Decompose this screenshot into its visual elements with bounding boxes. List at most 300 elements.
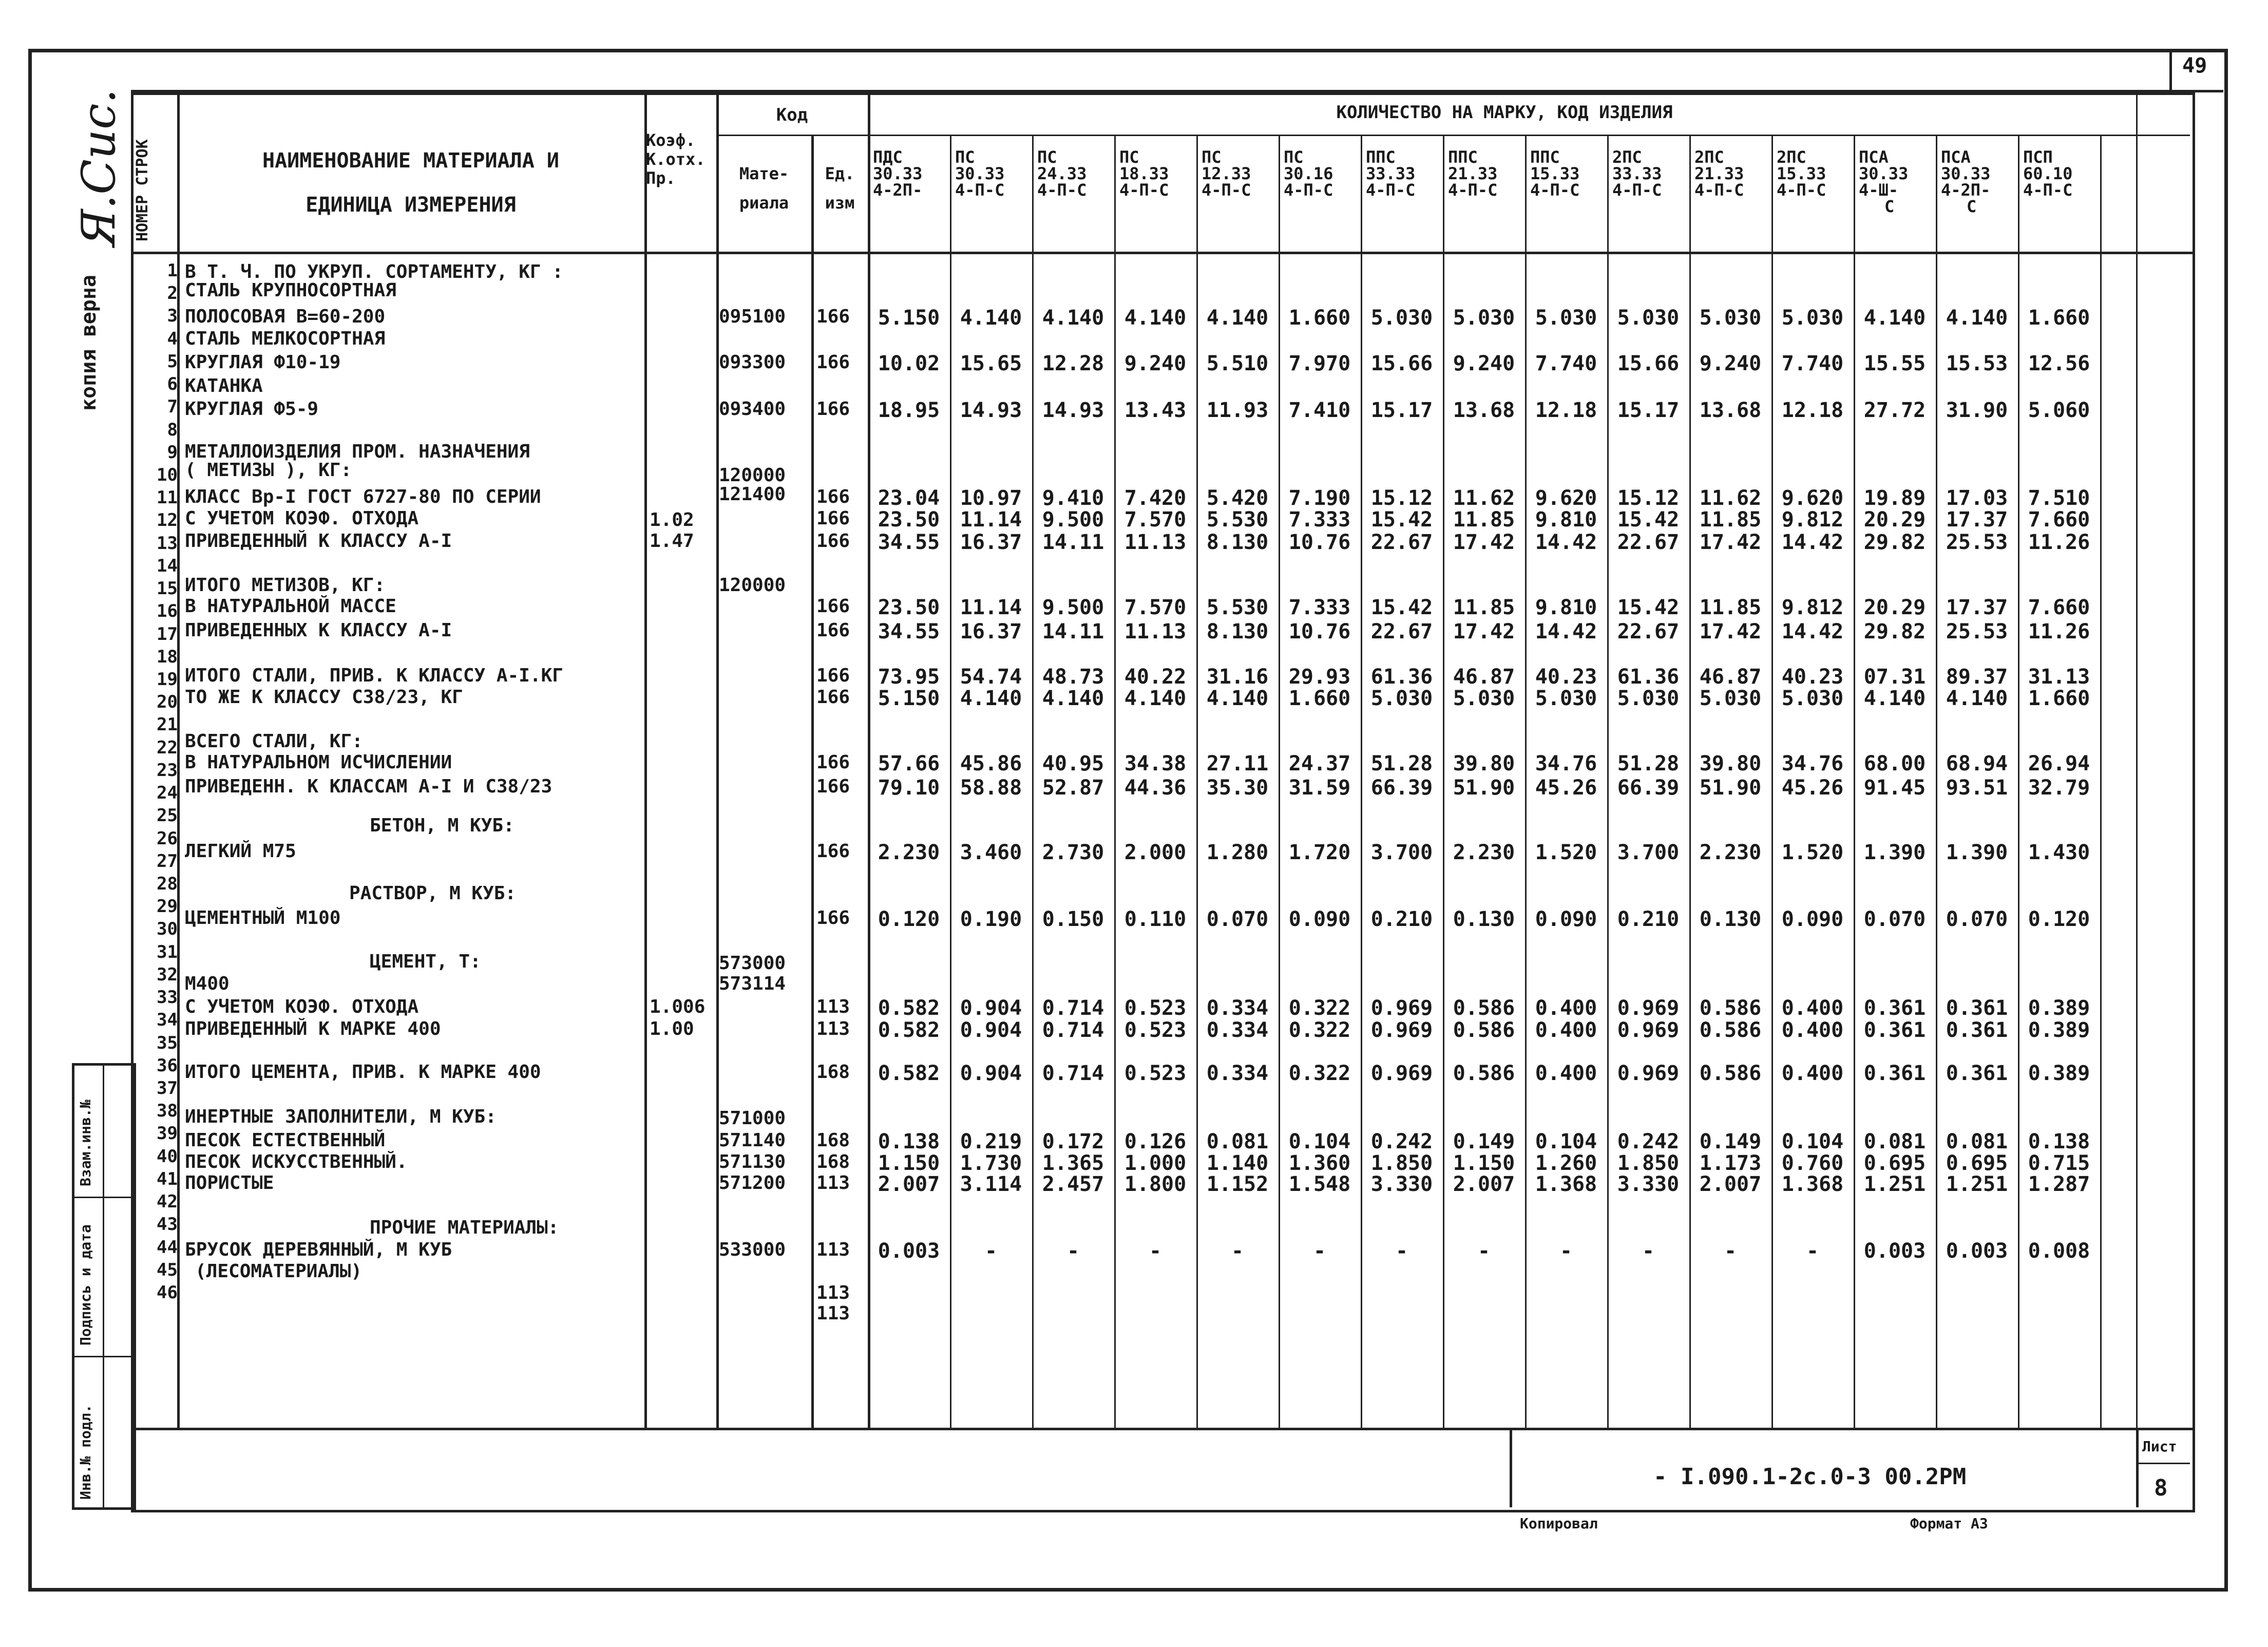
quantity-cell: 0.969 (1617, 996, 1680, 1020)
product-column-header-line: ПС (1284, 147, 1304, 167)
row-number: 39 (157, 1123, 178, 1144)
desc-row-5: КРУГЛАЯ Ф10-19 (185, 352, 341, 373)
unit-header-line2: изм (825, 193, 855, 213)
row-number: 26 (157, 828, 178, 849)
desc-row-26: БЕТОН, М КУБ: (370, 815, 514, 836)
quantity-cell: 0.003 (1946, 1239, 2008, 1263)
quantity-cell: 14.11 (1042, 531, 1104, 554)
quantity-cell: 1.800 (1124, 1172, 1187, 1196)
product-column-header-line: 4-Ш- (1859, 180, 1899, 200)
quantity-cell: 5.510 (1206, 352, 1269, 375)
quantity-cell: 10.76 (1288, 531, 1351, 554)
quantity-cell: 0.322 (1288, 1018, 1351, 1042)
quantity-cell: 14.93 (1042, 399, 1104, 422)
quantity-cell: 3.700 (1370, 841, 1433, 864)
unit-header (813, 164, 867, 213)
row-number: 11 (157, 487, 178, 508)
quantity-cell: 0.361 (1863, 1062, 1926, 1085)
quantity-cell: 26.94 (2028, 752, 2090, 775)
quantity-cell: 14.42 (1535, 531, 1597, 554)
quantity-cell: - (1066, 1239, 1080, 1263)
quantity-cell: 52.87 (1042, 776, 1104, 800)
quantity-cell: 9.812 (1781, 596, 1844, 619)
quantity-cell: - (1559, 1239, 1573, 1263)
quantity-cell: 0.582 (878, 1062, 940, 1085)
unit-code: 113 (816, 1018, 850, 1039)
quantity-cell: 45.86 (960, 752, 1022, 775)
quantity-cell: 0.190 (960, 907, 1022, 931)
material-code: 120000 (719, 465, 786, 486)
quantity-cell: 0.969 (1370, 1018, 1433, 1042)
unit-code: 168 (816, 1151, 850, 1172)
quantity-cell: 0.400 (1535, 1062, 1597, 1085)
quantity-cell: 3.330 (1617, 1172, 1680, 1196)
footer-divider (1510, 1428, 1512, 1507)
row-number: 28 (157, 874, 178, 894)
product-column-header-line: ППС (1366, 147, 1396, 167)
row-number: 16 (157, 601, 178, 621)
quantity-cell: 73.95 (878, 665, 940, 689)
material-code-header-line2: риала (739, 193, 789, 213)
quantity-cell: 0.126 (1124, 1130, 1187, 1153)
quantity-cell: 9.810 (1535, 508, 1597, 532)
product-column-header-line: 15.33 (1530, 164, 1580, 183)
quantity-cell: 0.361 (1863, 1018, 1926, 1042)
quantity-cell: 35.30 (1206, 776, 1269, 800)
quantity-cell: 14.93 (960, 399, 1022, 422)
quantity-cell: - (1806, 1239, 1819, 1263)
quantity-cell: 5.030 (1453, 306, 1515, 330)
quantity-cell: 15.12 (1370, 486, 1433, 510)
quantity-cell: 0.695 (1946, 1151, 2008, 1175)
quantity-cell: 61.36 (1370, 665, 1433, 689)
quantity-cell: 7.570 (1124, 596, 1187, 619)
stamp-label: Подпись и дата (77, 1224, 94, 1346)
quantity-cell: - (1477, 1239, 1491, 1263)
quantity-cell: 1.260 (1535, 1151, 1597, 1175)
quantity-cell: 0.714 (1042, 1018, 1104, 1042)
quantity-cell: 1.287 (2028, 1172, 2090, 1196)
quantity-cell: 0.110 (1124, 907, 1187, 931)
quantity-cell: 11.85 (1453, 596, 1515, 619)
desc-row-6: КАТАНКА (185, 375, 263, 396)
desc-row-22: ВСЕГО СТАЛИ, КГ: (185, 731, 363, 752)
quantity-cell: 0.969 (1617, 1062, 1680, 1085)
desc-row-46: (ЛЕСОМАТЕРИАЛЫ) (195, 1261, 363, 1282)
quantity-cell: 0.904 (960, 1062, 1022, 1085)
quantity-cell: 40.95 (1042, 752, 1104, 775)
side-signature: Я.Сис. (72, 88, 126, 247)
quantity-cell: 3.700 (1617, 841, 1680, 864)
quantity-cell: 0.389 (2028, 1062, 2090, 1085)
quantity-cell: 11.13 (1124, 531, 1187, 554)
quantity-cell: 12.18 (1535, 399, 1597, 422)
quantity-cell: - (1149, 1239, 1162, 1263)
row-number: 38 (157, 1101, 178, 1121)
quantity-cell: 29.93 (1288, 665, 1351, 689)
quantity-cell: 0.695 (1863, 1151, 1926, 1175)
material-name-header (185, 149, 637, 217)
material-code: 571000 (719, 1108, 786, 1129)
quantity-cell: 46.87 (1699, 665, 1762, 689)
row-number: 25 (157, 805, 178, 826)
quantity-cell: 1.850 (1617, 1151, 1680, 1175)
header-top-rule (134, 92, 2193, 95)
material-code: 120000 (719, 575, 786, 596)
quantity-cell: 4.140 (1206, 687, 1269, 710)
unit-code: 166 (816, 752, 850, 773)
quantity-cell: 31.13 (2028, 665, 2090, 689)
quantity-cell: 5.030 (1535, 306, 1597, 330)
quantity-cell: 15.65 (960, 352, 1022, 375)
quantity-cell: 0.361 (1946, 1018, 2008, 1042)
quantity-cell: 9.240 (1124, 352, 1187, 375)
unit-code: 166 (816, 687, 850, 708)
quantity-cell: 27.11 (1206, 752, 1269, 775)
coef-value: 1.006 (650, 996, 706, 1017)
quantity-cell: 0.090 (1288, 907, 1351, 931)
code-header-rule (716, 135, 2190, 136)
unit-code: 168 (816, 1130, 850, 1151)
quantity-cell: 51.28 (1370, 752, 1433, 775)
corner-page-number: 49 (2182, 54, 2207, 78)
quantity-cell: 7.660 (2028, 596, 2090, 619)
quantity-cell: 0.081 (1946, 1130, 2008, 1153)
quantity-cell: 14.42 (1535, 620, 1597, 643)
material-code: 121400 (719, 484, 786, 505)
quantity-cell: 9.620 (1535, 486, 1597, 510)
quantity-cell: 2.230 (1699, 841, 1762, 864)
row-number: 15 (157, 578, 178, 599)
quantity-cell: 1.140 (1206, 1151, 1269, 1175)
quantity-cell: 0.081 (1206, 1130, 1269, 1153)
quantity-cell: 0.210 (1617, 907, 1680, 931)
row-number: 10 (157, 465, 178, 485)
product-column-header (1859, 149, 1941, 215)
row-number: 19 (157, 669, 178, 690)
unit-code: 168 (816, 1062, 850, 1083)
quantity-cell: 5.030 (1370, 306, 1433, 330)
quantity-cell: 1.520 (1781, 841, 1844, 864)
col-rule (811, 135, 814, 1428)
product-column-header-line: 2ПС (1612, 147, 1642, 167)
row-number: 9 (167, 442, 178, 463)
quantity-cell: 0.400 (1781, 996, 1844, 1020)
quantity-cell: 5.420 (1206, 486, 1269, 510)
quantity-cell: 1.730 (960, 1151, 1022, 1175)
quantity-cell: 4.140 (1042, 306, 1104, 330)
quantity-cell: 5.030 (1699, 687, 1762, 710)
quantity-cell: 2.007 (1453, 1172, 1515, 1196)
quantity-cell: 89.37 (1946, 665, 2008, 689)
desc-row-7: КРУГЛАЯ Ф5-9 (185, 399, 319, 420)
row-number: 37 (157, 1078, 178, 1099)
material-code: 571200 (719, 1172, 786, 1194)
quantity-cell: - (1231, 1239, 1244, 1263)
product-column-header (1448, 149, 1530, 198)
product-column-header-line: 4-П-С (1119, 180, 1169, 200)
desc-row-42: ПОРИСТЫЕ (185, 1172, 274, 1194)
quantity-cell: - (1395, 1239, 1408, 1263)
quantity-cell: 34.55 (878, 620, 940, 643)
quantity-cell: 15.17 (1617, 399, 1680, 422)
desc-row-19: ИТОГО СТАЛИ, ПРИВ. К КЛАССУ А-I.КГ (185, 665, 563, 686)
unit-header-line1: Ед. (825, 164, 855, 183)
quantity-cell: 15.42 (1370, 596, 1433, 619)
quantity-cell: 0.969 (1370, 996, 1433, 1020)
quantity-cell: 1.548 (1288, 1172, 1351, 1196)
quantity-cell: 11.26 (2028, 620, 2090, 643)
product-column-header-line: 18.33 (1119, 164, 1169, 183)
quantity-cell: 0.138 (2028, 1130, 2090, 1153)
stamp-label: Взам.инв.№ (77, 1100, 94, 1186)
quantity-cell: 1.360 (1288, 1151, 1351, 1175)
quantity-cell: 0.361 (1863, 996, 1926, 1020)
product-column-header-line: ПСА (1941, 147, 1971, 167)
quantity-cell: 1.850 (1370, 1151, 1433, 1175)
material-code: 573114 (719, 973, 786, 994)
desc-row-10: ( МЕТИЗЫ ), КГ: (185, 460, 352, 481)
quantity-cell: 44.36 (1124, 776, 1187, 800)
quantity-cell: 34.55 (878, 531, 940, 554)
product-column-header-line: 60.10 (2023, 164, 2073, 183)
row-number: 41 (157, 1169, 178, 1189)
row-number-header: НОМЕР СТРОК (134, 139, 151, 241)
quantity-cell: 9.620 (1781, 486, 1844, 510)
quantity-cell: 5.030 (1617, 687, 1680, 710)
product-column-header-line: 21.33 (1694, 164, 1744, 183)
quantity-cell: 15.53 (1946, 352, 2008, 375)
product-column-header (1941, 149, 2023, 215)
desc-row-45: БРУСОК ДЕРЕВЯННЫЙ, М КУБ (185, 1239, 452, 1260)
quantity-cell: 0.586 (1453, 1062, 1515, 1085)
quantity-cell: 1.368 (1781, 1172, 1844, 1196)
quantity-cell: 31.59 (1288, 776, 1351, 800)
material-code: 533000 (719, 1239, 786, 1260)
quantity-cell: 0.149 (1699, 1130, 1762, 1153)
quantity-cell: 1.660 (2028, 306, 2090, 330)
material-name-header-line1: НАИМЕНОВАНИЕ МАТЕРИАЛА И (262, 149, 559, 173)
product-column-header (1694, 149, 1777, 198)
quantity-cell: 5.060 (2028, 399, 2090, 422)
quantity-cell: 45.26 (1781, 776, 1844, 800)
quantity-cell: 14.11 (1042, 620, 1104, 643)
quantity-cell: 11.14 (960, 596, 1022, 619)
product-column-header-line: 30.33 (1941, 164, 1991, 183)
product-column-header-line: 4-П-С (1448, 180, 1498, 200)
quantity-cell: 0.904 (960, 1018, 1022, 1042)
quantity-cell: 3.460 (960, 841, 1022, 864)
quantity-cell: 5.030 (1781, 687, 1844, 710)
material-code: 571140 (719, 1130, 786, 1151)
quantity-cell: 12.28 (1042, 352, 1104, 375)
product-column-header-line: 30.33 (1859, 164, 1909, 183)
col-rule (2136, 92, 2138, 1428)
quantity-cell: 13.43 (1124, 399, 1187, 422)
quantity-cell: 0.904 (960, 996, 1022, 1020)
quantity-cell: 22.67 (1617, 531, 1680, 554)
quantity-cell: 17.42 (1453, 531, 1515, 554)
quantity-cell: 9.810 (1535, 596, 1597, 619)
quantity-cell: 0.130 (1699, 907, 1762, 931)
unit-code: 166 (816, 841, 850, 862)
quantity-cell: 0.242 (1617, 1130, 1680, 1153)
desc-row-9: МЕТАЛЛОИЗДЕЛИЯ ПРОМ. НАЗНАЧЕНИЯ (185, 441, 530, 462)
unit-code: 166 (816, 596, 850, 617)
quantity-cell: 1.280 (1206, 841, 1269, 864)
quantity-cell: 5.030 (1453, 687, 1515, 710)
quantity-cell: 1.390 (1863, 841, 1926, 864)
material-code: 093300 (719, 352, 786, 373)
desc-row-20: ТО ЖЕ К КЛАССУ С38/23, КГ (185, 687, 463, 708)
desc-row-41: ПЕСОК ИСКУССТВЕННЫЙ. (185, 1151, 408, 1172)
row-number: 23 (157, 760, 178, 781)
unit-code: 113 (816, 1282, 850, 1303)
material-code: 571130 (719, 1151, 786, 1172)
table-bottom-rule (134, 1428, 2193, 1430)
coef-header (646, 131, 715, 187)
product-column-header-line: 2ПС (1777, 147, 1806, 167)
quantity-cell: 0.523 (1124, 996, 1187, 1020)
quantity-cell: 7.420 (1124, 486, 1187, 510)
row-number: 43 (157, 1214, 178, 1235)
quantity-cell: 15.42 (1617, 508, 1680, 532)
row-number: 34 (157, 1010, 178, 1030)
quantity-cell: 0.003 (878, 1239, 940, 1263)
quantity-cell: 5.530 (1206, 596, 1269, 619)
quantity-cell: 40.22 (1124, 665, 1187, 689)
quantity-cell: 0.104 (1781, 1130, 1844, 1153)
quantity-cell: 15.17 (1370, 399, 1433, 422)
unit-code: 113 (816, 1172, 850, 1194)
quantity-cell: 39.80 (1699, 752, 1762, 775)
row-number: 17 (157, 624, 178, 645)
row-number: 46 (157, 1282, 178, 1303)
coef-header-line3: Пр. (646, 168, 676, 188)
quantity-cell: 32.79 (2028, 776, 2090, 800)
quantity-cell: 16.37 (960, 620, 1022, 643)
product-column-header-line: 4-П-С (1366, 180, 1416, 200)
desc-row-40: ПЕСОК ЕСТЕСТВЕННЫЙ (185, 1130, 386, 1151)
quantity-cell: 24.37 (1288, 752, 1351, 775)
quantity-cell: 1.520 (1535, 841, 1597, 864)
quantity-cell: 0.586 (1699, 1018, 1762, 1042)
row-number: 45 (157, 1260, 178, 1280)
product-column-header-line: ПДС (873, 147, 903, 167)
quantity-cell: - (1724, 1239, 1737, 1263)
quantity-cell: 0.760 (1781, 1151, 1844, 1175)
unit-code: 166 (816, 665, 850, 686)
quantity-cell: 4.140 (1946, 306, 2008, 330)
quantity-cell: 39.80 (1453, 752, 1515, 775)
unit-code: 113 (816, 1239, 850, 1260)
quantity-cell: 0.090 (1781, 907, 1844, 931)
quantity-cell: 7.740 (1781, 352, 1844, 375)
quantity-cell: 11.85 (1699, 508, 1762, 532)
quantity-cell: 0.149 (1453, 1130, 1515, 1153)
quantity-cell: 7.570 (1124, 508, 1187, 532)
col-rule (2100, 135, 2102, 1428)
quantity-cell: 17.37 (1946, 596, 2008, 619)
desc-row-23: В НАТУРАЛЬНОМ ИСЧИСЛЕНИИ (185, 752, 452, 773)
unit-code: 166 (816, 620, 850, 641)
unit-code: 166 (816, 508, 850, 529)
quantity-cell: 15.55 (1863, 352, 1926, 375)
quantity-cell: 68.94 (1946, 752, 2008, 775)
row-number: 27 (157, 851, 178, 872)
quantity-cell: 0.242 (1370, 1130, 1433, 1153)
quantity-cell: 7.970 (1288, 352, 1351, 375)
product-column-header-line: 4-П-С (1284, 180, 1333, 200)
footer-format-label: Формат А3 (1910, 1515, 1988, 1532)
quantity-cell: 17.42 (1453, 620, 1515, 643)
quantity-cell: 0.070 (1206, 907, 1269, 931)
unit-code: 166 (816, 907, 850, 929)
quantity-cell: 1.251 (1946, 1172, 2008, 1196)
product-column-header (1612, 149, 1694, 198)
quantity-cell: 58.88 (960, 776, 1022, 800)
quantity-cell: 5.030 (1370, 687, 1433, 710)
quantity-cell: 0.003 (1863, 1239, 1926, 1263)
quantity-cell: 1.660 (2028, 687, 2090, 710)
desc-row-2: СТАЛЬ КРУПНОСОРТНАЯ (185, 280, 396, 301)
product-column-header-line: 4-П-С (1612, 180, 1662, 200)
footer-copied-label: Копировал (1520, 1515, 1598, 1532)
quantity-cell: 46.87 (1453, 665, 1515, 689)
quantity-cell: 4.140 (1124, 306, 1187, 330)
stamp-divider (103, 1063, 104, 1507)
quantity-cell: 4.140 (1863, 306, 1926, 330)
quantity-cell: 23.04 (878, 486, 940, 510)
product-column-header (873, 149, 955, 198)
quantity-cell: 27.72 (1863, 399, 1926, 422)
quantity-cell: 11.14 (960, 508, 1022, 532)
desc-row-30: ЦЕМЕНТНЫЙ М100 (185, 907, 341, 929)
unit-code: 166 (816, 486, 850, 507)
quantity-cell: 0.070 (1946, 907, 2008, 931)
product-column-header (1366, 149, 1448, 198)
quantity-cell: 0.582 (878, 1018, 940, 1042)
product-column-header-line: 33.33 (1612, 164, 1662, 183)
material-code: 093400 (719, 399, 786, 420)
row-number: 3 (167, 306, 178, 326)
quantity-cell: 11.85 (1699, 596, 1762, 619)
quantity-cell: 1.660 (1288, 306, 1351, 330)
product-column-header (2023, 149, 2105, 198)
quantity-cell: 1.430 (2028, 841, 2090, 864)
desc-row-4: СТАЛЬ МЕЛКОСОРТНАЯ (185, 328, 386, 349)
desc-row-17: ПРИВЕДЕННЫХ К КЛАССУ А-I (185, 620, 452, 641)
desc-row-39: ИНЕРТНЫЕ ЗАПОЛНИТЕЛИ, М КУБ: (185, 1106, 497, 1127)
quantity-cell: 9.500 (1042, 508, 1104, 532)
row-number: 33 (157, 987, 178, 1008)
quantity-cell: 0.715 (2028, 1151, 2090, 1175)
product-column-header (1202, 149, 1284, 198)
quantity-cell: 7.333 (1288, 596, 1351, 619)
desc-row-1: В Т. Ч. ПО УКРУП. СОРТАМЕНТУ, КГ : (185, 261, 563, 282)
product-column-header (1037, 149, 1119, 198)
quantity-cell: 40.23 (1781, 665, 1844, 689)
footer-sheet-label: Лист (2142, 1438, 2177, 1455)
quantity-cell: 0.322 (1288, 996, 1351, 1020)
product-column-header-line: 21.33 (1448, 164, 1498, 183)
quantity-cell: 0.104 (1288, 1130, 1351, 1153)
quantity-cell: 0.969 (1370, 1062, 1433, 1085)
material-code: 095100 (719, 306, 786, 327)
quantity-cell: 31.90 (1946, 399, 2008, 422)
coef-value: 1.47 (650, 531, 694, 552)
row-number: 40 (157, 1146, 178, 1167)
